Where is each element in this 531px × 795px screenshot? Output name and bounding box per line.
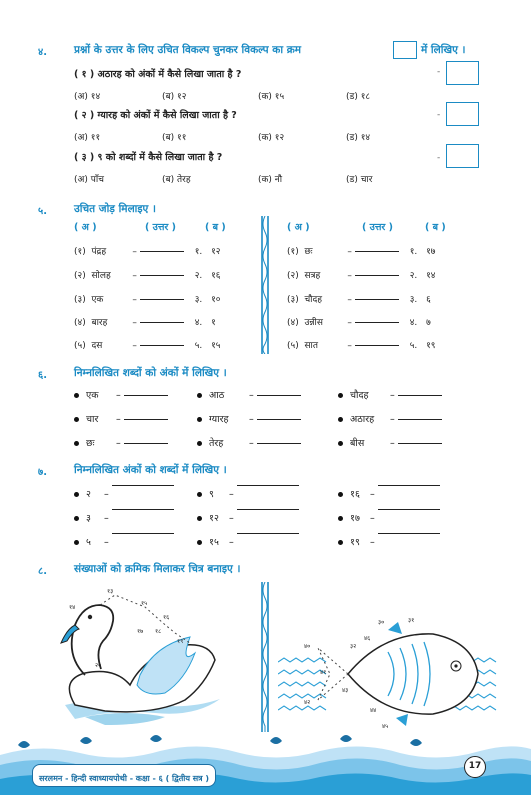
q6-answer-line[interactable] bbox=[257, 443, 301, 444]
q7-answer-line[interactable] bbox=[378, 533, 440, 534]
row-word: एक bbox=[91, 295, 104, 305]
q8-number: ८. bbox=[38, 566, 47, 577]
row-num: (४) bbox=[74, 318, 86, 328]
bullet-icon bbox=[338, 516, 343, 521]
swan-neck bbox=[72, 605, 114, 675]
bullet-icon bbox=[74, 441, 79, 446]
q6-heading: निम्नलिखित शब्दों को अंकों में लिखिए । bbox=[74, 367, 227, 379]
row-value: ७ bbox=[426, 318, 431, 328]
row-word: बारह bbox=[91, 318, 108, 328]
q7-number-value: ३ bbox=[86, 513, 91, 524]
row-word: सत्रह bbox=[304, 271, 321, 281]
fish-dot-label: ३२ bbox=[350, 643, 357, 650]
swan-dot-drawing[interactable] bbox=[45, 585, 245, 735]
q7-number: ७. bbox=[38, 467, 47, 478]
q5-right-row bbox=[287, 244, 482, 257]
q7-item: १५ – bbox=[197, 535, 299, 548]
footer-label: सरलमन - हिन्दी स्वाध्यायपोथी - कक्षा - ६ ( द्वितीय सत्र ) bbox=[39, 774, 210, 783]
fish-dot-label: ३१ bbox=[408, 617, 415, 624]
q6-answer-line[interactable] bbox=[398, 419, 442, 420]
q7-answer-line[interactable] bbox=[112, 533, 174, 534]
row-value: १९ bbox=[426, 341, 436, 351]
q4-sub1-opt-d: (ड) १८ bbox=[346, 92, 371, 102]
q7-answer-line[interactable] bbox=[237, 509, 299, 510]
q7-answer-line[interactable] bbox=[112, 509, 174, 510]
row-value: १२ bbox=[211, 247, 221, 257]
row-blank[interactable] bbox=[140, 322, 184, 323]
q5-left-row bbox=[74, 268, 259, 281]
q5-right-col-b: ( ब ) bbox=[425, 222, 446, 233]
q4-sub2-opt-b: (ब) ११ bbox=[162, 133, 187, 143]
row-blank[interactable] bbox=[140, 251, 184, 252]
q6-answer-line[interactable] bbox=[124, 395, 168, 396]
q6-number: ६. bbox=[38, 370, 47, 381]
q4-sub2-opt-c: (क) १२ bbox=[258, 133, 285, 143]
q7-answer-line[interactable] bbox=[378, 509, 440, 510]
q4-sub3-opt-b: (ब) तेरह bbox=[162, 175, 191, 185]
q5-left-row bbox=[74, 244, 259, 257]
swan-beak bbox=[61, 625, 79, 643]
bullet-icon bbox=[74, 492, 79, 497]
fish-dot-label: ४२ bbox=[304, 699, 311, 706]
row-blank[interactable] bbox=[355, 322, 399, 323]
q7-item: ९ – bbox=[197, 487, 299, 500]
row-blank[interactable] bbox=[355, 251, 399, 252]
q4-sub3-dash: - bbox=[437, 153, 441, 163]
row-blank[interactable] bbox=[140, 299, 184, 300]
row-num: (४) bbox=[287, 318, 299, 328]
row-value: १७ bbox=[426, 247, 436, 257]
row-dash: – bbox=[132, 341, 137, 351]
q8-heading: संख्याओं को क्रमिक मिलाकर चित्र बनाइए । bbox=[74, 563, 241, 575]
q4-sub1-question: ( १ ) अठारह को अंकों में कैसे लिखा जाता है ? bbox=[74, 69, 242, 80]
row-word: उन्नीस bbox=[304, 318, 323, 328]
q4-heading: प्रश्नों के उत्तर के लिए उचित विकल्प चुनकर विकल्प का क्रम bbox=[74, 44, 302, 56]
q5-left-col-b: ( ब ) bbox=[205, 222, 226, 233]
q5-left-col-a: ( अ ) bbox=[74, 222, 97, 233]
q5-left-row bbox=[74, 292, 259, 305]
row-word: सात bbox=[304, 341, 318, 351]
bullet-icon bbox=[74, 516, 79, 521]
row-key: ५. bbox=[194, 341, 203, 351]
q6-answer-line[interactable] bbox=[398, 395, 442, 396]
q4-sub1-opt-a: (अ) १४ bbox=[74, 92, 101, 102]
bullet-icon bbox=[197, 516, 202, 521]
fish-dot-label: ४१ bbox=[320, 669, 327, 676]
q7-number-value: १५ bbox=[209, 537, 219, 548]
swan-dot-label: १५ bbox=[141, 600, 148, 607]
swan-dot-label: १७ bbox=[137, 628, 144, 635]
q7-answer-line[interactable] bbox=[378, 485, 440, 486]
q6-answer-line[interactable] bbox=[124, 419, 168, 420]
row-key: ३. bbox=[194, 295, 203, 305]
fish-dot-label: ४६ bbox=[364, 635, 371, 642]
row-dash: – bbox=[347, 318, 352, 328]
swan-dot-label: १६ bbox=[163, 614, 170, 621]
row-blank[interactable] bbox=[355, 345, 399, 346]
q6-item: ग्यारह – bbox=[197, 412, 301, 425]
bullet-icon bbox=[74, 540, 79, 545]
row-key: ३. bbox=[409, 295, 418, 305]
row-num: (५) bbox=[287, 341, 299, 351]
q6-word: एक bbox=[86, 390, 99, 401]
row-value: १४ bbox=[426, 271, 436, 281]
row-key: ४. bbox=[409, 318, 418, 328]
q7-item: ३ – bbox=[74, 511, 174, 524]
q6-word: बीस bbox=[350, 438, 365, 449]
q6-word: छः bbox=[86, 438, 95, 449]
q6-answer-line[interactable] bbox=[124, 443, 168, 444]
q5-left-row bbox=[74, 338, 259, 351]
bullet-icon bbox=[338, 540, 343, 545]
swan-dot-label: २० bbox=[95, 662, 102, 669]
row-key: ५. bbox=[409, 341, 418, 351]
q7-item: १९ – bbox=[338, 535, 440, 548]
bullet-icon bbox=[338, 441, 343, 446]
q6-answer-line[interactable] bbox=[398, 443, 442, 444]
q5-right-row bbox=[287, 292, 482, 305]
row-value: १६ bbox=[211, 271, 221, 281]
q4-sub1-dash: - bbox=[437, 67, 441, 77]
q5-left-row bbox=[74, 315, 259, 328]
q4-heading-box bbox=[393, 41, 417, 59]
bullet-icon bbox=[338, 492, 343, 497]
page-number: 17 bbox=[464, 756, 486, 778]
q4-sub1-opt-b: (ब) १२ bbox=[162, 92, 187, 102]
row-dash: – bbox=[347, 295, 352, 305]
row-key: १. bbox=[409, 247, 418, 257]
q4-sub1-answer-box[interactable] bbox=[446, 61, 479, 85]
bullet-icon bbox=[338, 417, 343, 422]
row-dash: – bbox=[132, 318, 137, 328]
q7-number-value: ९ bbox=[209, 489, 214, 500]
drawing-divider bbox=[258, 582, 272, 732]
fish-dot-label: ४४ bbox=[370, 707, 377, 714]
fish-dot-label: ४५ bbox=[382, 723, 389, 730]
row-blank[interactable] bbox=[355, 275, 399, 276]
q4-sub2-opt-d: (ड) १४ bbox=[346, 133, 371, 143]
q6-word: अठारह bbox=[350, 414, 375, 425]
q7-item: ५ – bbox=[74, 535, 174, 548]
swan-water-ripple bbox=[85, 713, 165, 725]
q4-sub3-opt-c: (क) नौ bbox=[258, 175, 283, 185]
q7-heading: निम्नलिखित अंकों को शब्दों में लिखिए । bbox=[74, 464, 227, 476]
row-num: (३) bbox=[287, 295, 299, 305]
q4-sub1-opt-c: (क) १५ bbox=[258, 92, 285, 102]
q7-answer-line[interactable] bbox=[237, 485, 299, 486]
row-num: (२) bbox=[74, 271, 86, 281]
q7-item: १२ – bbox=[197, 511, 299, 524]
row-num: (१) bbox=[287, 247, 299, 257]
q4-heading-end: में लिखिए । bbox=[421, 44, 466, 56]
bullet-icon bbox=[197, 417, 202, 422]
q7-item: २ – bbox=[74, 487, 174, 500]
bullet-icon bbox=[197, 492, 202, 497]
row-blank[interactable] bbox=[140, 345, 184, 346]
row-dash: – bbox=[132, 295, 137, 305]
q6-word: चौदह bbox=[350, 390, 369, 401]
q6-word: ग्यारह bbox=[209, 414, 229, 425]
row-word: चौदह bbox=[304, 295, 323, 305]
q4-sub3-question: ( ३ ) ९ को शब्दों में कैसे लिखा जाता है ? bbox=[74, 152, 223, 163]
row-num: (२) bbox=[287, 271, 299, 281]
q6-item: चार – bbox=[74, 412, 168, 425]
q5-number: ५. bbox=[38, 206, 47, 217]
row-value: ६ bbox=[426, 295, 431, 305]
q7-answer-line[interactable] bbox=[112, 485, 174, 486]
q5-heading: उचित जोड़ मिलाइए । bbox=[74, 203, 156, 215]
q7-answer-line[interactable] bbox=[237, 533, 299, 534]
row-dash: – bbox=[132, 247, 137, 257]
fish-bottom-fin bbox=[396, 714, 408, 726]
q6-word: आठ bbox=[209, 390, 225, 401]
footer-label-box bbox=[32, 764, 216, 787]
q7-item: १६ – bbox=[338, 487, 440, 500]
row-dash: – bbox=[347, 247, 352, 257]
row-key: २. bbox=[194, 271, 203, 281]
column-divider bbox=[258, 216, 272, 354]
row-key: ४. bbox=[194, 318, 203, 328]
q4-sub3-opt-d: (ड) चार bbox=[346, 175, 373, 185]
q4-sub2-answer-box[interactable] bbox=[446, 102, 479, 126]
fish-dot-label: ३० bbox=[378, 619, 385, 626]
q6-answer-line[interactable] bbox=[257, 419, 301, 420]
row-value: १५ bbox=[211, 341, 221, 351]
q4-sub2-dash: - bbox=[437, 110, 441, 120]
q6-item: बीस – bbox=[338, 436, 442, 449]
q7-item: १७ – bbox=[338, 511, 440, 524]
q6-item: चौदह – bbox=[338, 388, 442, 401]
q6-item: एक – bbox=[74, 388, 168, 401]
row-num: (५) bbox=[74, 341, 86, 351]
q7-number-value: १६ bbox=[350, 489, 360, 500]
q4-sub2-question: ( २ ) ग्यारह को अंकों में कैसे लिखा जाता है ? bbox=[74, 110, 237, 121]
q6-item: आठ – bbox=[197, 388, 301, 401]
fish-dot-label: ४० bbox=[304, 643, 311, 650]
row-dash: – bbox=[347, 271, 352, 281]
q6-word: तेरह bbox=[209, 438, 224, 449]
q6-word: चार bbox=[86, 414, 99, 425]
swan-dot-label: १९ bbox=[177, 638, 184, 645]
row-key: १. bbox=[194, 247, 203, 257]
fish-dot-drawing[interactable] bbox=[278, 612, 508, 732]
row-value: १० bbox=[211, 295, 221, 305]
swan-dot-label: १८ bbox=[155, 628, 162, 635]
fish-dot-label: ४३ bbox=[342, 687, 349, 694]
swan-dot-label: १३ bbox=[107, 588, 114, 595]
q6-item: तेरह – bbox=[197, 436, 301, 449]
row-key: २. bbox=[409, 271, 418, 281]
bullet-icon bbox=[74, 417, 79, 422]
q5-right-col-answer: ( उत्तर ) bbox=[362, 222, 393, 233]
fish-top-fin bbox=[388, 622, 402, 634]
q7-number-value: १९ bbox=[350, 537, 360, 548]
bullet-icon bbox=[74, 393, 79, 398]
q7-number-value: २ bbox=[86, 489, 91, 500]
row-word: सोलह bbox=[91, 271, 111, 281]
q6-item: अठारह – bbox=[338, 412, 442, 425]
q5-right-row bbox=[287, 338, 482, 351]
row-dash: – bbox=[347, 341, 352, 351]
row-num: (३) bbox=[74, 295, 86, 305]
q7-number-value: ५ bbox=[86, 537, 91, 548]
q4-number: ४. bbox=[38, 47, 47, 58]
fish-pupil bbox=[454, 664, 457, 667]
q7-number-value: १२ bbox=[209, 513, 219, 524]
row-word: दस bbox=[91, 341, 103, 351]
swan-dot-label: १४ bbox=[69, 604, 76, 611]
q4-sub3-answer-box[interactable] bbox=[446, 144, 479, 168]
row-blank[interactable] bbox=[355, 299, 399, 300]
row-value: १ bbox=[211, 318, 216, 328]
row-dash: – bbox=[132, 271, 137, 281]
q5-right-col-a: ( अ ) bbox=[287, 222, 310, 233]
q5-right-row bbox=[287, 315, 482, 328]
bullet-icon bbox=[338, 393, 343, 398]
q6-answer-line[interactable] bbox=[257, 395, 301, 396]
q5-left-col-answer: ( उत्तर ) bbox=[145, 222, 176, 233]
q4-sub2-opt-a: (अ) ११ bbox=[74, 133, 101, 143]
row-word: पंद्रह bbox=[91, 247, 107, 257]
bullet-icon bbox=[197, 393, 202, 398]
q6-item: छः – bbox=[74, 436, 168, 449]
q4-sub3-opt-a: (अ) पाँच bbox=[74, 175, 104, 185]
q5-right-row bbox=[287, 268, 482, 281]
row-num: (१) bbox=[74, 247, 86, 257]
row-blank[interactable] bbox=[140, 275, 184, 276]
row-word: छः bbox=[304, 247, 313, 257]
bullet-icon bbox=[197, 441, 202, 446]
bullet-icon bbox=[197, 540, 202, 545]
swan-eye bbox=[88, 615, 92, 619]
q7-number-value: १७ bbox=[350, 513, 360, 524]
